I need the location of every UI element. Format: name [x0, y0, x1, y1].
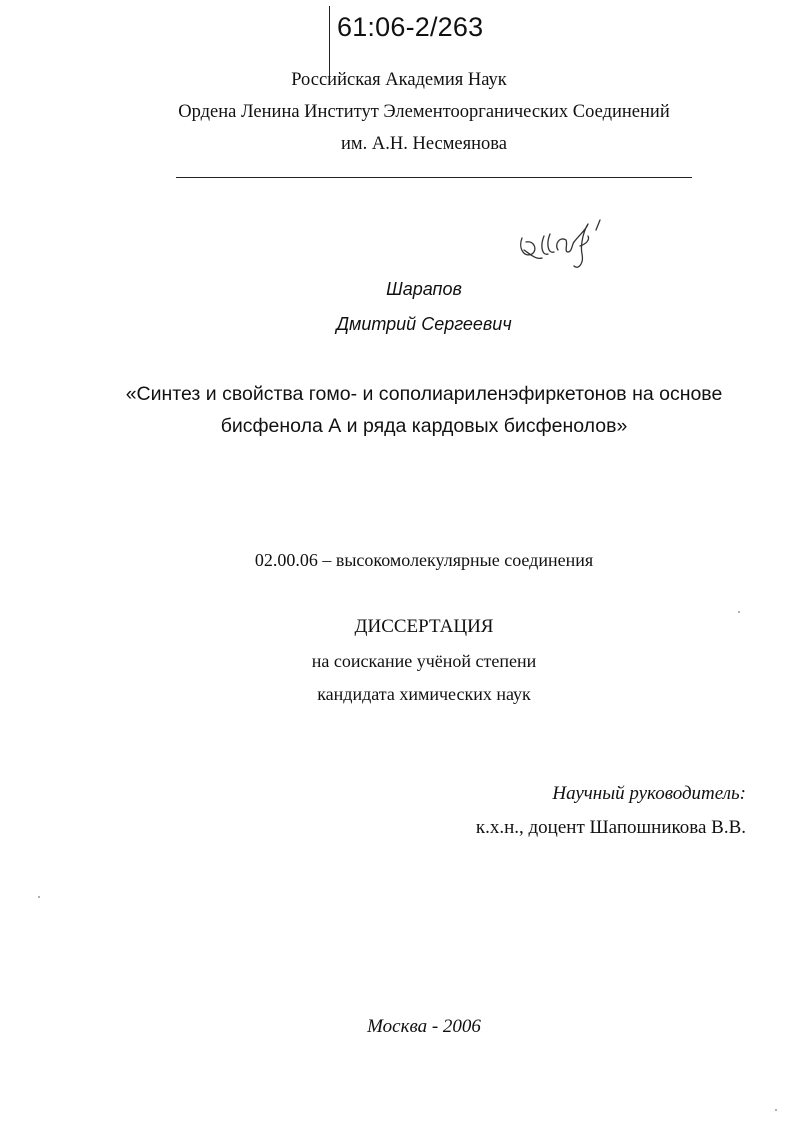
specialty-code: 02.00.06 – высокомолекулярные соединения [254, 550, 594, 570]
academy-name: Российская Академия Наук [291, 70, 507, 90]
scan-speck [775, 1109, 777, 1111]
signature-stroke [542, 234, 554, 254]
author-given-names: Дмитрий Сергеевич [336, 314, 512, 334]
scan-speck [738, 611, 740, 613]
institute-name: Ордена Ленина Институт Элементоорганических Соединений [178, 102, 670, 122]
scan-speck [38, 896, 40, 898]
thesis-title-line2: бисфенола А и ряда кардовых бисфенолов» [220, 415, 628, 437]
degree-line1: на соискание учёной степени [311, 651, 537, 671]
place-year: Москва - 2006 [367, 1016, 481, 1037]
stamp-margin-line [329, 6, 330, 78]
author-surname: Шарапов [386, 279, 462, 299]
header-divider [176, 177, 692, 178]
supervisor-name: к.х.н., доцент Шапошникова В.В. [475, 817, 746, 838]
document-type: ДИССЕРТАЦИЯ [354, 616, 494, 637]
thesis-title-line1: «Синтез и свойства гомо- и сополиариленэфиркетонов на основе [125, 383, 723, 405]
archive-stamp: 61:06-2/263 [337, 12, 484, 42]
signature-stroke [596, 220, 600, 230]
degree-line2: кандидата химических наук [317, 684, 531, 704]
institute-named-after: им. А.Н. Несмеянова [341, 134, 507, 154]
signature-stroke [557, 239, 574, 252]
handwritten-signature [514, 214, 612, 274]
supervisor-label: Научный руководитель: [552, 783, 746, 804]
